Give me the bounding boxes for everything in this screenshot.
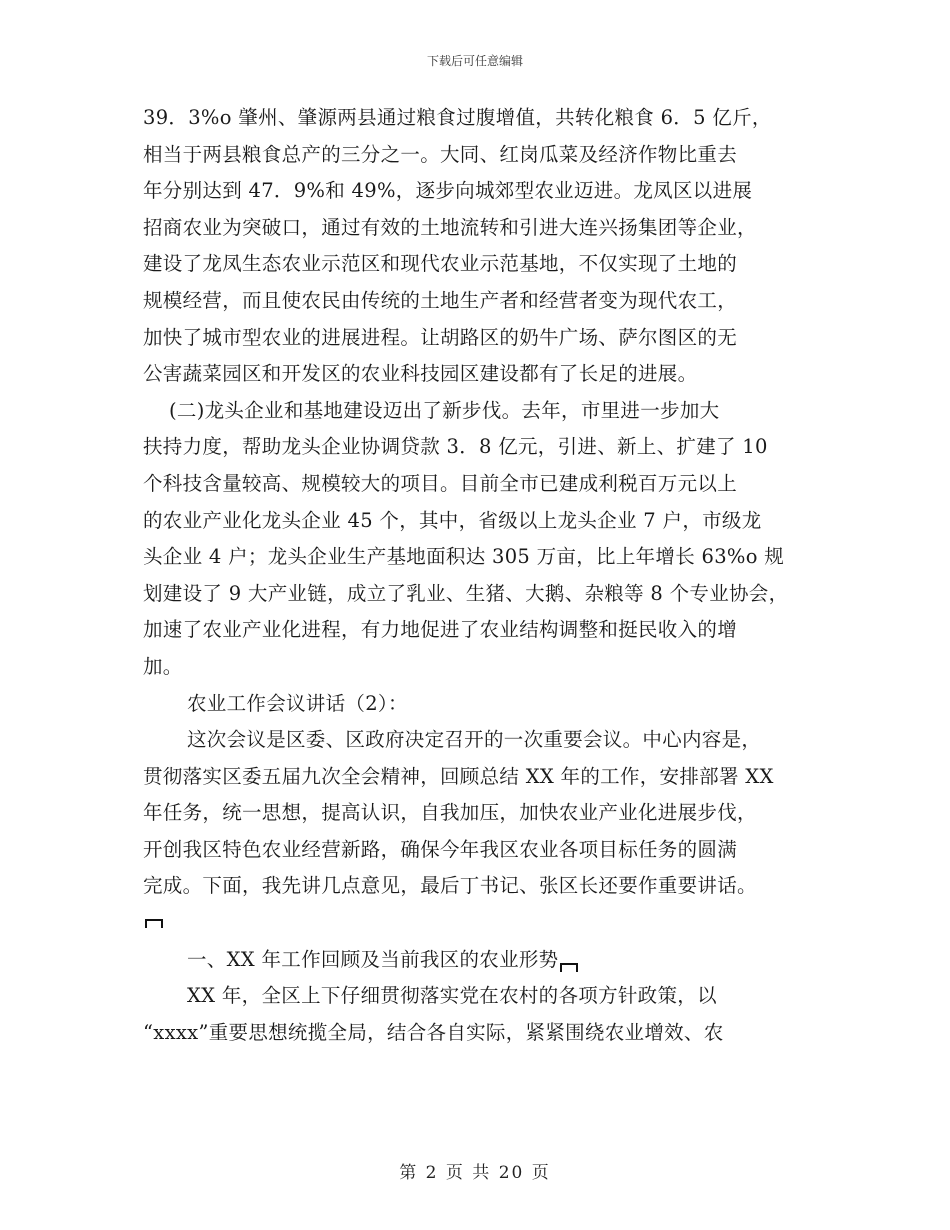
bracket-mark-icon <box>560 963 578 972</box>
text-line: 年分别达到 47．9%和 49%，逐步向城郊型农业迈进。龙凤区以进展 <box>143 179 753 203</box>
text-line: 扶持力度，帮助龙头企业协调贷款 3．8 亿元，引进、新上、扩建了 10 <box>143 435 768 459</box>
text-line: 招商农业为突破口，通过有效的土地流转和引进大连兴扬集团等企业， <box>143 215 757 239</box>
text-line: 个科技含量较高、规模较大的项目。目前全市已建成利税百万元以上 <box>143 471 738 495</box>
section-title: 农业工作会议讲话（2）： <box>187 691 408 715</box>
blank-line-marker <box>143 905 843 942</box>
text-line: 的农业产业化龙头企业 45 个，其中，省级以上龙头企业 7 户，市级龙 <box>143 508 762 532</box>
text-line: 完成。下面，我先讲几点意见，最后丁书记、张区长还要作重要讲话。 <box>143 874 757 898</box>
page-footer: 第 2 页 共 20 页 <box>399 1163 551 1183</box>
paragraph-start: XX 年，全区上下仔细贯彻落实党在农村的各项方针政策，以 <box>187 984 717 1008</box>
document-body <box>143 100 843 1051</box>
heading-text: 一、XX 年工作回顾及当前我区的农业形势 <box>187 947 559 971</box>
text-line: 年任务，统一思想，提高认识，自我加压，加快农业产业化进展步伐， <box>143 801 757 825</box>
text-line: 加快了城市型农业的进展进程。让胡路区的奶牛广场、萨尔图区的无 <box>143 325 738 349</box>
page-header: 下载后可任意编辑 <box>426 54 523 68</box>
paragraph-heading: (二)龙头企业和基地建设迈出了新步伐。去年，市里进一步加大 <box>169 398 720 422</box>
text-line: 相当于两县粮食总产的三分之一。大同、红岗瓜菜及经济作物比重去 <box>143 142 738 166</box>
text-line: 头企业 4 户；龙头企业生产基地面积达 305 万亩，比上年增长 63%o 规 <box>143 545 785 569</box>
text-line: “xxxx”重要思想统揽全局，结合各自实际，紧紧围绕农业增效、农 <box>143 1020 724 1044</box>
text-line: 规模经营，而且使农民由传统的土地生产者和经营者变为现代农工， <box>143 288 738 312</box>
heading-line <box>143 942 843 979</box>
paragraph-start: 这次会议是区委、区政府决定召开的一次重要会议。中心内容是， <box>187 728 762 752</box>
text-line: 加速了农业产业化进程，有力地促进了农业结构调整和挺民收入的增 <box>143 618 738 642</box>
text-line: 开创我区特色农业经营新路，确保今年我区农业各项目标任务的圆满 <box>143 837 738 861</box>
text-line: 公害蔬菜园区和开发区的农业科技园区建设都有了长足的进展。 <box>143 362 698 386</box>
bracket-mark-icon <box>145 919 163 928</box>
text-line: 加。 <box>143 654 183 678</box>
text-line: 建设了龙凤生态农业示范区和现代农业示范基地，不仅实现了土地的 <box>143 252 738 276</box>
text-line: 划建设了 9 大产业链，成立了乳业、生猪、大鹅、杂粮等 8 个专业协会， <box>143 581 789 605</box>
text-line: 39．3%o 肇州、肇源两县通过粮食过腹增值，共转化粮食 6．5 亿斤， <box>143 106 772 129</box>
text-line: 贯彻落实区委五届九次全会精神，回顾总结 XX 年的工作，安排部署 XX <box>143 764 774 788</box>
